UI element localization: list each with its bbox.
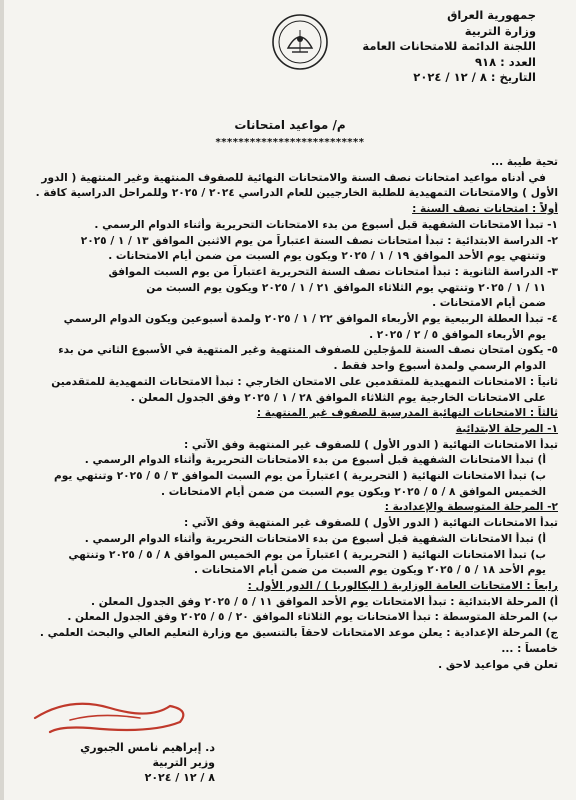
body-line: أ) تبدأ الامتحانات الشفهية قبل أسبوع من بدء الامتحانات التحريرية وأثناء الدوام الرسمي . [84, 532, 546, 545]
signature-date: ٨ / ١٢ / ٢٠٢٤ [144, 771, 215, 784]
body-line: ٢- الدراسة الابتدائية : تبدأ امتحانات نصف السنة اعتباراً من يوم الاثنين الموافق ١٣ / ١ / ٢٠٢٥ [80, 234, 558, 247]
letterhead [336, 8, 536, 86]
body-line: تبدأ الامتحانات النهائية ( الدور الأول ) للصفوف غير المنتهية وفق الآتي : [183, 438, 558, 451]
body-line: يوم الأحد ١٨ / ٥ / ٢٠٢٥ ويكون يوم السبت من ضمن أيام الامتحانات . [193, 564, 546, 577]
body-line: ١- المرحلة الابتدائية [455, 422, 558, 435]
signature-block [35, 740, 215, 785]
body-line: ب) تبدأ الامتحانات النهائية ( التحريرية ) اعتباراً من يوم السبت الموافق ٣ / ٥ / ٢٠٢٥ وتنتهي يوم [54, 470, 546, 483]
body-line: ضمن أيام الامتحانات . [432, 297, 546, 310]
body-line: ٢- المرحلة المتوسطة والإعدادية : [384, 501, 558, 514]
body-line: ب) المرحلة المتوسطة : تبدأ الامتحانات يوم الثلاثاء الموافق ٢٠ / ٥ / ٢٠٢٥ وفق الجدول المعلن . [67, 611, 558, 624]
body-line: الأول ) والامتحانات التمهيدية للطلبة الخارجيين للعام الدراسي ٢٠٢٤ / ٢٠٢٥ وللمراحل الدراسية كافة . [35, 187, 558, 200]
body-line: رابعاً : الامتحانات العامة الوزارية ( البكالوريا ) / الدور الأول : [247, 579, 558, 592]
body-line: الخميس الموافق ٨ / ٥ / ٢٠٢٥ ويكون يوم السبت من ضمن أيام الامتحانات . [161, 485, 546, 498]
header-line: اللجنة الدائمة للامتحانات العامة [362, 39, 536, 53]
signatory-title: وزير التربية [152, 756, 215, 769]
body-line: ٤- تبدأ العطلة الربيعية يوم الأربعاء الموافق ٢٢ / ١ / ٢٠٢٥ ولمدة أسبوعين ويكون الدوام الرسمي [63, 313, 558, 326]
body-line: في أدناه مواعيد امتحانات نصف السنة والامتحانات النهائية للصفوف المنتهية وغير المنتهية ( الدور [41, 171, 546, 184]
body-line: ثانياً : الامتحانات التمهيدية للمتقدمين على الامتحان الخارجي : تبدأ الامتحانات التمهيدية للمتقدمين [51, 375, 558, 388]
body-line: ب) تبدأ الامتحانات النهائية ( التحريرية ) اعتباراً من يوم الخميس الموافق ٨ / ٥ / ٢٠٢٥ وتنتهي [68, 548, 546, 561]
body-line: وتنتهي يوم الأحد الموافق ١٩ / ١ / ٢٠٢٥ ويكون يوم السبت من ضمن أيام الامتحانات . [108, 250, 546, 263]
handwritten-signature [30, 688, 200, 748]
body-line: أولاً : امتحانات نصف السنة : [412, 203, 558, 216]
header-line: وزارة التربية [464, 23, 536, 38]
body-line: أ) المرحلة الابتدائية : تبدأ الامتحانات يوم الأحد الموافق ١١ / ٥ / ٢٠٢٥ وفق الجدول المعلن . [90, 595, 558, 608]
body-line: ٥- يكون امتحان نصف السنة للمؤجلين للصفوف المنتهية وغير المنتهية في الأسبوع الثاني من بدء [58, 344, 558, 357]
header-line: جمهورية العراق [447, 8, 536, 22]
body-line: ١- تبدأ الامتحانات الشفهية قبل أسبوع من بدء الامتحانات التحريرية وأثناء الدوام الرسمي . [94, 218, 558, 231]
body-line: تعلن في مواعيد لاحق . [438, 658, 558, 671]
body-line: يوم الأربعاء الموافق ٥ / ٢ / ٢٠٢٥ . [369, 328, 546, 341]
ministry-emblem-icon [270, 12, 330, 72]
page-edge-shadow [0, 0, 4, 800]
star-divider: ************************** [215, 137, 365, 148]
body-line: تبدأ الامتحانات النهائية ( الدور الأول ) للصفوف غير المنتهية وفق الآتي : [183, 517, 558, 530]
signatory-name: د. إبراهيم نامس الجبوري [80, 741, 215, 754]
body-line: ثالثاً : الامتحانات النهائية المدرسية للصفوف غير المنتهية : [256, 407, 558, 420]
body-line: ج) المرحلة الإعدادية : يعلن موعد الامتحانات لاحقاً بالتنسيق مع وزارة التعليم العالي والبحث العلمي . [39, 627, 558, 640]
header-line: العدد : ٩١٨ [475, 54, 536, 69]
body-line: ٣- الدراسة الثانوية : تبدأ امتحانات نصف السنة التحريرية اعتباراً من يوم السبت الموافق [108, 265, 558, 278]
body-line: خامساً : ... [501, 642, 558, 655]
body-line: الدوام الرسمي ولمدة أسبوع واحد فقط . [333, 360, 546, 373]
header-line: التاريخ : ٨ / ١٢ / ٢٠٢٤ [413, 70, 536, 84]
body-line: ١١ / ١ / ٢٠٢٥ وتنتهي يوم الثلاثاء الموافق ٢١ / ١ / ٢٠٢٥ ويكون يوم السبت من [146, 281, 546, 294]
body-line: على الامتحانات الخارجية يوم الثلاثاء الموافق ٢٨ / ١ / ٢٠٢٥ وفق الجدول المعلن . [130, 391, 546, 404]
body-line: تحية طيبة ... [491, 156, 558, 168]
body-line: أ) تبدأ الامتحانات الشفهية قبل أسبوع من بدء الامتحانات التحريرية وأثناء الدوام الرسمي . [84, 454, 546, 467]
subject-title: م/ مواعيد امتحانات [234, 118, 346, 132]
letter-body [13, 155, 558, 673]
